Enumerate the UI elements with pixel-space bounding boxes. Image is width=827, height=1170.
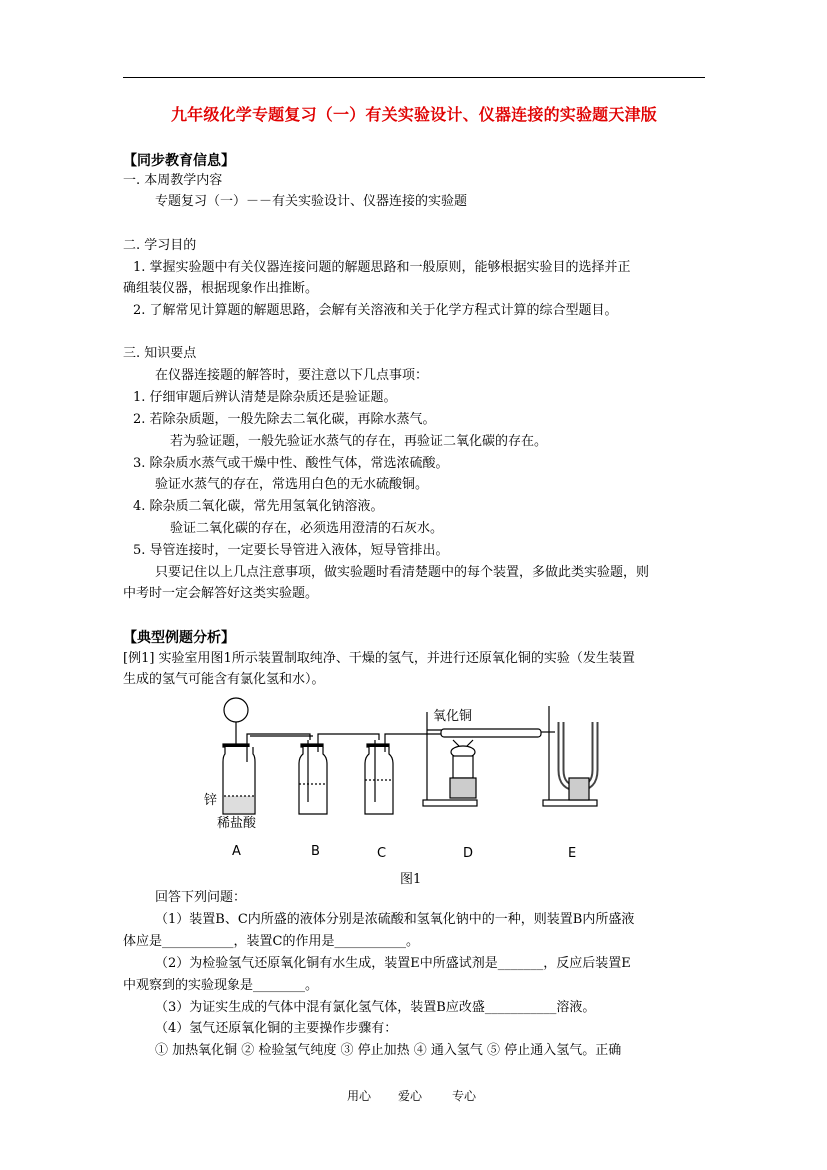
question-4: （4）氢气还原氧化铜的主要操作步骤有： xyxy=(155,1021,398,1036)
point-4b: 验证二氧化碳的存在，必须选用澄清的石灰水。 xyxy=(170,521,444,536)
goal-item-2: 2. 了解常见计算题的解题思路，会解有关溶液和关于化学方程式计算的综合型题目。 xyxy=(133,303,618,318)
summary-line-2: 中考时一定会解答好这类实验题。 xyxy=(123,586,319,601)
goal-item-1-line2: 确组装仪器，根据现象作出推断。 xyxy=(123,281,319,296)
label-zinc: 锌 xyxy=(204,793,218,808)
apparatus-e-u-tube xyxy=(541,706,597,806)
point-3a: 3. 除杂质水蒸气或干燥中性、酸性气体，常选浓硫酸。 xyxy=(133,456,449,471)
label-b: B xyxy=(311,844,320,859)
apparatus-a-flask xyxy=(223,698,255,814)
apparatus-d-combustion xyxy=(423,712,541,806)
part1-line: 专题复习（一）－－有关实验设计、仪器连接的实验题 xyxy=(155,194,468,209)
goal-item-1-line1: 1. 掌握实验题中有关仪器连接问题的解题思路和一般原则，能够根据实验目的选择并正 xyxy=(133,260,631,275)
question-3: （3）为证实生成的气体中混有氯化氢气体，装置B应改盛___________溶液。 xyxy=(155,1000,596,1015)
part3-intro: 在仪器连接题的解答时，要注意以下几点事项： xyxy=(155,368,429,383)
question-1-line1: （1）装置B、C内所盛的液体分别是浓硫酸和氢氧化钠中的一种，则装置B内所盛液 xyxy=(155,912,635,927)
footer-text-1: 用心 xyxy=(347,1089,372,1103)
point-3b: 验证水蒸气的存在，常选用白色的无水硫酸铜。 xyxy=(155,477,429,492)
questions-intro: 回答下列问题： xyxy=(155,890,247,905)
point-4a: 4. 除杂质二氧化碳，常先用氢氧化钠溶液。 xyxy=(133,499,384,514)
example-1-line2: 生成的氢气可能含有氯化氢和水）。 xyxy=(123,672,325,687)
point-2a: 2. 若除杂质题，一般先除去二氧化碳，再除水蒸气。 xyxy=(133,412,436,427)
part3-heading: 三. 知识要点 xyxy=(123,346,197,361)
label-copper-oxide: 氧化铜 xyxy=(433,709,473,724)
figure-caption: 图1 xyxy=(400,872,422,887)
header-rule xyxy=(123,77,705,78)
label-e: E xyxy=(568,846,577,861)
page-title: 九年级化学专题复习（一）有关实验设计、仪器连接的实验题天津版 xyxy=(170,105,657,124)
question-2-line2: 中观察到的实验现象是________。 xyxy=(123,978,319,993)
question-4-steps: ① 加热氧化铜 ② 检验氢气纯度 ③ 停止加热 ④ 通入氢气 ⑤ 停止通入氢气。正确 xyxy=(155,1043,622,1058)
label-d: D xyxy=(463,846,474,861)
point-5: 5. 导管连接时，一定要长导管进入液体，短导管排出。 xyxy=(133,543,449,558)
apparatus-b-bottle xyxy=(299,740,327,814)
apparatus-c-bottle xyxy=(365,740,393,814)
footer-text-2: 爱心 xyxy=(398,1089,423,1103)
label-a: A xyxy=(232,844,241,859)
question-1-line2: 体应是___________，装置C的作用是___________。 xyxy=(123,934,419,949)
point-1: 1. 仔细审题后辨认清楚是除杂质还是验证题。 xyxy=(133,390,397,405)
part2-heading: 二. 学习目的 xyxy=(123,238,197,253)
section-heading-examples: 【典型例题分析】 xyxy=(123,630,235,646)
question-2-line1: （2）为检验氢气还原氧化铜有水生成，装置E中所盛试剂是_______，反应后装置E xyxy=(155,956,631,971)
apparatus-figure xyxy=(195,692,635,862)
section-heading-sync-info: 【同步教育信息】 xyxy=(123,153,235,169)
footer-text-3: 专心 xyxy=(452,1089,477,1103)
part1-heading: 一. 本周教学内容 xyxy=(123,173,223,188)
example-1-line1: [例1] 实验室用图1所示装置制取纯净、干燥的氢气，并进行还原氧化铜的实验（发生装置 xyxy=(123,651,635,666)
point-2b: 若为验证题，一般先验证水蒸气的存在，再验证二氧化碳的存在。 xyxy=(170,434,548,449)
label-c: C xyxy=(377,846,387,861)
summary-line-1: 只要记住以上几点注意事项，做实验题时看清楚题中的每个装置，多做此类实验题，则 xyxy=(155,565,650,580)
label-dilute-hcl: 稀盐酸 xyxy=(217,816,257,831)
